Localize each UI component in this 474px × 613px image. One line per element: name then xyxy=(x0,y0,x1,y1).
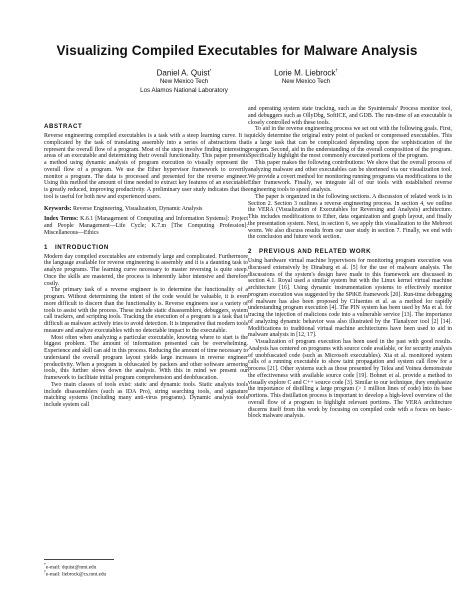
author-block-1 xyxy=(124,67,244,95)
body-paragraph: Using hardware virtual machine hypervisors for monitoring program execution was discussed extensively by Dinaburg et al. [5] for the use of malware analysis. The discussions of the system's design have made to this framework are discussed in section 4.1. Royal used a similar system but with the Linux kernel virtual machine architecture [16]. Using dynamic instrumentation systems to effectively monitor program execution was suggested by the SPiKE framework [20]. Run-time debugging of malware has also been proposed by Cifuentes et al. as a method for rapidly understanding program execution [4]. The PIN system has been used by Ma et al. for tracing the injection of malicious code into a vulnerable service [13]. The importance of analyzing dynamic behavior was also illustrated by the Tlanalyzer tool [2] [14]. Modifications to traditional virtual machine architectures have been used to aid in malware analysis in [12, 17]. xyxy=(248,258,452,339)
abstract-heading: ABSTRACT xyxy=(44,123,83,130)
author-affiliation: New Mexico Tech xyxy=(281,78,331,86)
section-heading: 1 INTRODUCTION xyxy=(44,243,109,251)
section-heading: 2 PREVIOUS AND RELATED WORK xyxy=(248,248,372,255)
author-name: Lorie M. Liebrock† xyxy=(274,68,338,78)
body-paragraph: Visualization of program execution has been used in the past with good results. Analysis has centered on programs with source code available, or for security analysis of unobfuscated code (such as Microsoft executables). Xia et al. monitored system calls of a running executable to show taint propagation and system call flow for a process [21]. Other systems such as those presented by Telea and Voinea demonstrate the effectiveness with available source code [19]. Bohnet et al. provide a method to visually explore C and C++ source code [3]. Similar to our technique, they emphasize the importance of distilling a large program (> 1 million lines of code) into its base portions. This distillation process is important to develop a high-level overview of the overall flow of a program to highlight relevant portions. The VERA architecture discerns itself from this work by focusing on compiled code with a focus on basic-block malware analysis. xyxy=(248,339,452,420)
body-paragraph: The paper is organized in the following sections. A discussion of related work is in Section 2. Section 3 outlines a reverse engineering process. In section 4, we outline the VERA (Visualization of Executables for Reversing and Analysis) architecture. This includes modifications to Ether, data organization and graph layout, and finally the presentation system. Next, in section 6, we apply this visualization to the Mebroot worm. We also discuss results from our user study in section 7. Finally, we end with the conclusion and future work section. xyxy=(248,193,452,241)
author-block-2 xyxy=(256,67,356,87)
index-terms-label: Index Terms: xyxy=(44,216,79,223)
index-terms-text: K.6.1 [Management of Computing and Information Systems]: Project and People Management—Life Cycle; K.7.m [The Computing Profession]: Miscellaneous—Ethics xyxy=(44,216,248,236)
keywords-text: Reverse Engineering, Visualization, Dynamic Analysis xyxy=(72,205,203,212)
footnote: †e-mail: liebrock@cs.nmt.edu xyxy=(44,570,107,578)
author-name: Daniel A. Quist* xyxy=(156,68,212,78)
footnote: *e-mail: dquist@nmt.edu xyxy=(44,563,97,571)
body-paragraph: The primary task of a reverse engineer is to determine the functionality of a program. Without determining the intent of the code would be valuable, it is even more difficult to discern than the functionality is. Reverse engineers use a variety of tools to assist with the process. These include static disassemblers, debuggers, system call trackers, and scripting tools. Tracking the execution of a program is a task that is difficult as malware actively tries to avoid detection. It is imperative that modern tools measure and analyze executables with no detectable impact to the executable. xyxy=(44,287,248,334)
body-paragraph: Two main classes of tools exist: static and dynamic tools. Static analysis tools include disassemblers (such as IDA Pro), string searching tools, and signature matching systems (including many anti-virus programs). Dynamic analysis tools include system call xyxy=(44,381,248,408)
body-paragraph: Most often when analyzing a particular executable, knowing where to start is the biggest problem. The amount of information presented can be overwhelming. Experience and skill can aid in this process. Reducing the amount of time necessary to understand the overall program layout yields large increases in reverse engineer productivity. When a program is obfuscated by packers and other software armoring tools, this further slows down the analysis. With this in mind we present our framework to facilitate initial program comprehension and deobfuscation. xyxy=(44,334,248,381)
author-affiliation: New Mexico Tech xyxy=(159,78,209,86)
body-paragraph: This paper makes the following contributions: We show that the overall process of analyzing malware and other executables can be shortened via our visualization tool. We provide a covert method for monitoring running programs via modifications to the Ether framework. Finally, we integrate all of our tools with established reverse engineering tools to speed analysis. xyxy=(248,160,452,193)
body-paragraph: Modern day compiled executables are extremely large and complicated. Furthermore the language available for reverse engineering is assembly and it is a daunting task to analyze programs. The learning curve necessary to master reversing is quite steep. Once the skills are mastered, the process is inherently labor intensive and therefore costly. xyxy=(44,253,248,287)
right-column xyxy=(248,106,452,420)
abstract-text: Reverse engineering compiled executables is a task with a steep learning curve. It is complicated by the task of translating assembly into a series of abstractions that represent the overall flow of a program. Most of the steps involve finding interesting areas of an executable and determining their overall functionality. This paper presents a method using dynamic analysis of program execution to visually represent the overall flow of a program. We use the Ether hypervisor framework to covertly monitor a program. The data is processed and presented for the reverse engineer. Using this method the amount of time needed to extract key features of an executable is greatly reduced, improving productivity. A preliminary user study indicates that the tool is useful for both new and experienced users. xyxy=(44,133,248,200)
footnote-rule xyxy=(44,559,114,560)
paper-title: Visualizing Compiled Executables for Malware Analysis xyxy=(56,43,418,58)
body-paragraph: To aid in the reverse engineering process we set out with the following goals. First, quickly determine the original entry point of packed or compressed executables. This is a large task that can be complicated depending upon the sophistication of the program. Second, aid in the understanding of the overall composition of the program. Specifically highlight the most commonly executed portions of the program. xyxy=(248,126,452,160)
author-affiliation: Los Alamos National Laboratory xyxy=(140,86,228,94)
left-column xyxy=(44,123,248,409)
keywords xyxy=(44,206,248,213)
index-terms xyxy=(44,216,248,236)
keywords-label: Keywords: xyxy=(44,205,72,212)
body-paragraph: and operating system state tracking, such as the Sysinternals' Process monitor tool, and debuggers such as OllyDbg, SoftICE, and GDB. The run-time of an executable is closely controlled with these tools. xyxy=(248,106,452,126)
